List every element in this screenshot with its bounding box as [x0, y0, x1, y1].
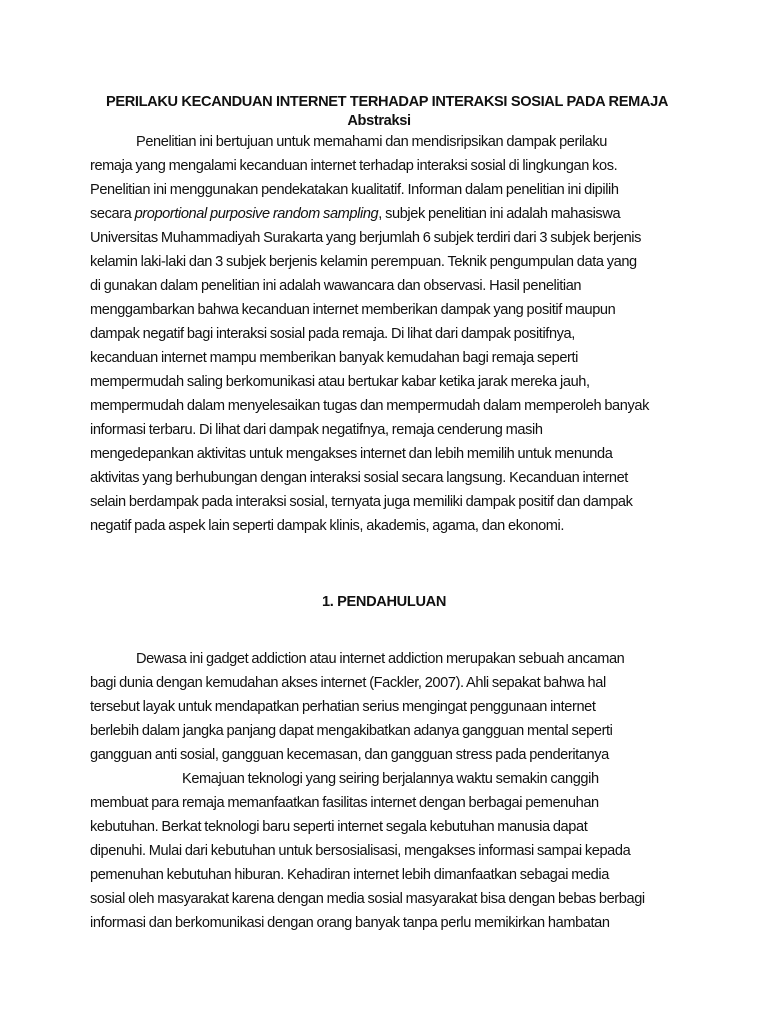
abstract-line: kecanduan internet mampu memberikan banyak kemudahan bagi remaja seperti — [90, 350, 579, 366]
abstract-line: kelamin laki-laki dan 3 subjek berjenis kelamin perempuan. Teknik pengumpulan data yang — [90, 254, 637, 270]
abstract-line: informasi terbaru. Di lihat dari dampak negatifnya, remaja cenderung masih — [90, 422, 543, 438]
abstract-paragraph — [90, 130, 668, 538]
section-line: informasi dan berkomunikasi dengan orang banyak tanpa perlu memikirkan hambatan — [90, 915, 610, 931]
abstract-line: selain berdampak pada interaksi sosial, ternyata juga memiliki dampak positif dan dampak — [90, 494, 633, 510]
section-line: bagi dunia dengan kemudahan akses internet (Fackler, 2007). Ahli sepakat bahwa hal — [90, 675, 606, 691]
abstract-line: menggambarkan bahwa kecanduan internet memberikan dampak yang positif maupun — [90, 302, 616, 318]
abstract-line: dampak negatif bagi interaksi sosial pada remaja. Di lihat dari dampak positifnya, — [90, 326, 575, 342]
abstract-line: di gunakan dalam penelitian ini adalah wawancara dan observasi. Hasil penelitian — [90, 278, 582, 294]
section-heading: 1. PENDAHULUAN — [321, 594, 447, 610]
abstract-heading: Abstraksi — [347, 113, 411, 129]
sampling-method-term: proportional purposive random sampling — [134, 206, 379, 222]
section-line: pemenuhan kebutuhan hiburan. Kehadiran internet lebih dimanfaatkan sebagai media — [90, 867, 609, 883]
abstract-line: mengedepankan aktivitas untuk mengakses internet dan lebih memilih untuk menunda — [90, 446, 613, 462]
abstract-line: aktivitas yang berhubungan dengan interaksi sosial secara langsung. Kecanduan internet — [90, 470, 628, 486]
section-line: sosial oleh masyarakat karena dengan media sosial masyarakat bisa dengan bebas berbagi — [90, 891, 645, 907]
abstract-line — [90, 202, 668, 226]
section-line: gangguan anti sosial, gangguan kecemasan, dan gangguan stress pada penderitanya — [90, 747, 609, 763]
section-line: kebutuhan. Berkat teknologi baru seperti internet segala kebutuhan manusia dapat — [90, 819, 588, 835]
section-paragraph — [90, 647, 680, 935]
section-line: berlebih dalam jangka panjang dapat mengakibatkan adanya gangguan mental seperti — [90, 723, 613, 739]
section-body — [90, 647, 680, 935]
document-title: PERILAKU KECANDUAN INTERNET TERHADAP INTERAKSI SOSIAL PADA REMAJA — [105, 94, 669, 110]
abstract-line: mempermudah saling berkomunikasi atau bertukar kabar ketika jarak mereka jauh, — [90, 374, 590, 390]
section-line: Dewasa ini gadget addiction atau internet addiction merupakan sebuah ancaman — [136, 651, 625, 667]
abstract-line: Penelitian ini menggunakan pendekatakan kualitatif. Informan dalam penelitian ini dipilih — [90, 182, 619, 198]
abstract-line: Universitas Muhammadiyah Surakarta yang berjumlah 6 subjek terdiri dari 3 subjek berjenis — [90, 230, 642, 246]
abstract-line: Penelitian ini bertujuan untuk memahami dan mendisripsikan dampak perilaku — [136, 134, 607, 150]
abstract-line-part: , subjek penelitian ini adalah mahasiswa — [378, 206, 621, 222]
section-line: Kemajuan teknologi yang seiring berjalannya waktu semakin canggih — [182, 771, 599, 787]
abstract-line: negatif pada aspek lain seperti dampak klinis, akademis, agama, dan ekonomi. — [90, 518, 565, 534]
section-line: dipenuhi. Mulai dari kebutuhan untuk bersosialisasi, mengakses informasi sampai kepada — [90, 843, 631, 859]
section-line: membuat para remaja memanfaatkan fasilitas internet dengan berbagai pemenuhan — [90, 795, 599, 811]
abstract-line: mempermudah dalam menyelesaikan tugas dan mempermudah dalam memperoleh banyak — [90, 398, 649, 414]
abstract-line: remaja yang mengalami kecanduan internet terhadap interaksi sosial di lingkungan kos. — [90, 158, 618, 174]
section-line: tersebut layak untuk mendapatkan perhatian serius mengingat penggunaan internet — [90, 699, 596, 715]
abstract-line-part: secara — [90, 206, 132, 222]
